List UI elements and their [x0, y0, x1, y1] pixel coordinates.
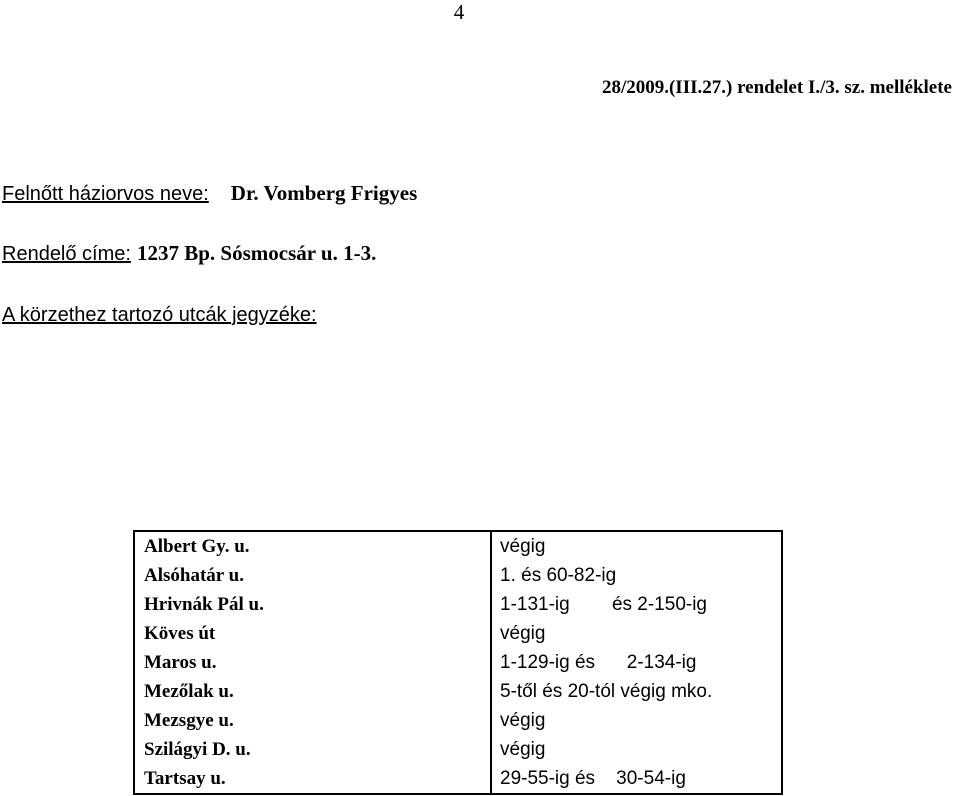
table-row	[134, 706, 782, 735]
office-address-label: Rendelő címe:	[2, 243, 131, 265]
streets-heading	[2, 302, 317, 330]
house-number-range: végig	[500, 536, 546, 557]
table-row	[134, 764, 782, 794]
house-number-range: 1-129-ig és 2-134-ig	[500, 652, 697, 673]
streets-heading-text: A körzethez tartozó utcák jegyzéke:	[2, 304, 317, 326]
table-row	[134, 531, 782, 561]
street-name: Köves út	[134, 619, 491, 648]
street-name: Maros u.	[134, 648, 491, 677]
street-name: Hrivnák Pál u.	[134, 590, 491, 619]
house-number-range: végig	[500, 710, 546, 731]
street-name: Mezőlak u.	[134, 677, 491, 706]
decree-reference: 28/2009.(III.27.) rendelet I./3. sz. melléklete	[601, 77, 952, 98]
house-number-range: 29-55-ig és 30-54-ig	[500, 768, 686, 789]
street-name: Tartsay u.	[134, 764, 491, 794]
table-row	[134, 561, 782, 590]
office-address-line	[2, 240, 376, 269]
streets-table	[133, 530, 783, 795]
office-address: 1237 Bp. Sósmocsár u. 1-3.	[136, 241, 377, 265]
doctor-label: Felnőtt háziorvos neve:	[2, 183, 209, 205]
table-row	[134, 677, 782, 706]
doctor-name: Dr. Vomberg Frigyes	[230, 181, 418, 205]
street-name: Szilágyi D. u.	[134, 735, 491, 764]
table-row	[134, 648, 782, 677]
house-number-range: 1-131-ig és 2-150-ig	[500, 594, 707, 615]
table-row	[134, 590, 782, 619]
street-name: Albert Gy. u.	[134, 531, 491, 561]
doctor-line	[2, 180, 417, 209]
street-name: Alsóhatár u.	[134, 561, 491, 590]
table-row	[134, 619, 782, 648]
house-number-range: végig	[500, 623, 546, 644]
table-row	[134, 735, 782, 764]
house-number-range: 5-től és 20-tól végig mko.	[500, 681, 713, 702]
page-number: 4	[453, 0, 465, 24]
street-name: Mezsgye u.	[134, 706, 491, 735]
house-number-range: 1. és 60-82-ig	[500, 565, 617, 586]
house-number-range: végig	[500, 739, 546, 760]
